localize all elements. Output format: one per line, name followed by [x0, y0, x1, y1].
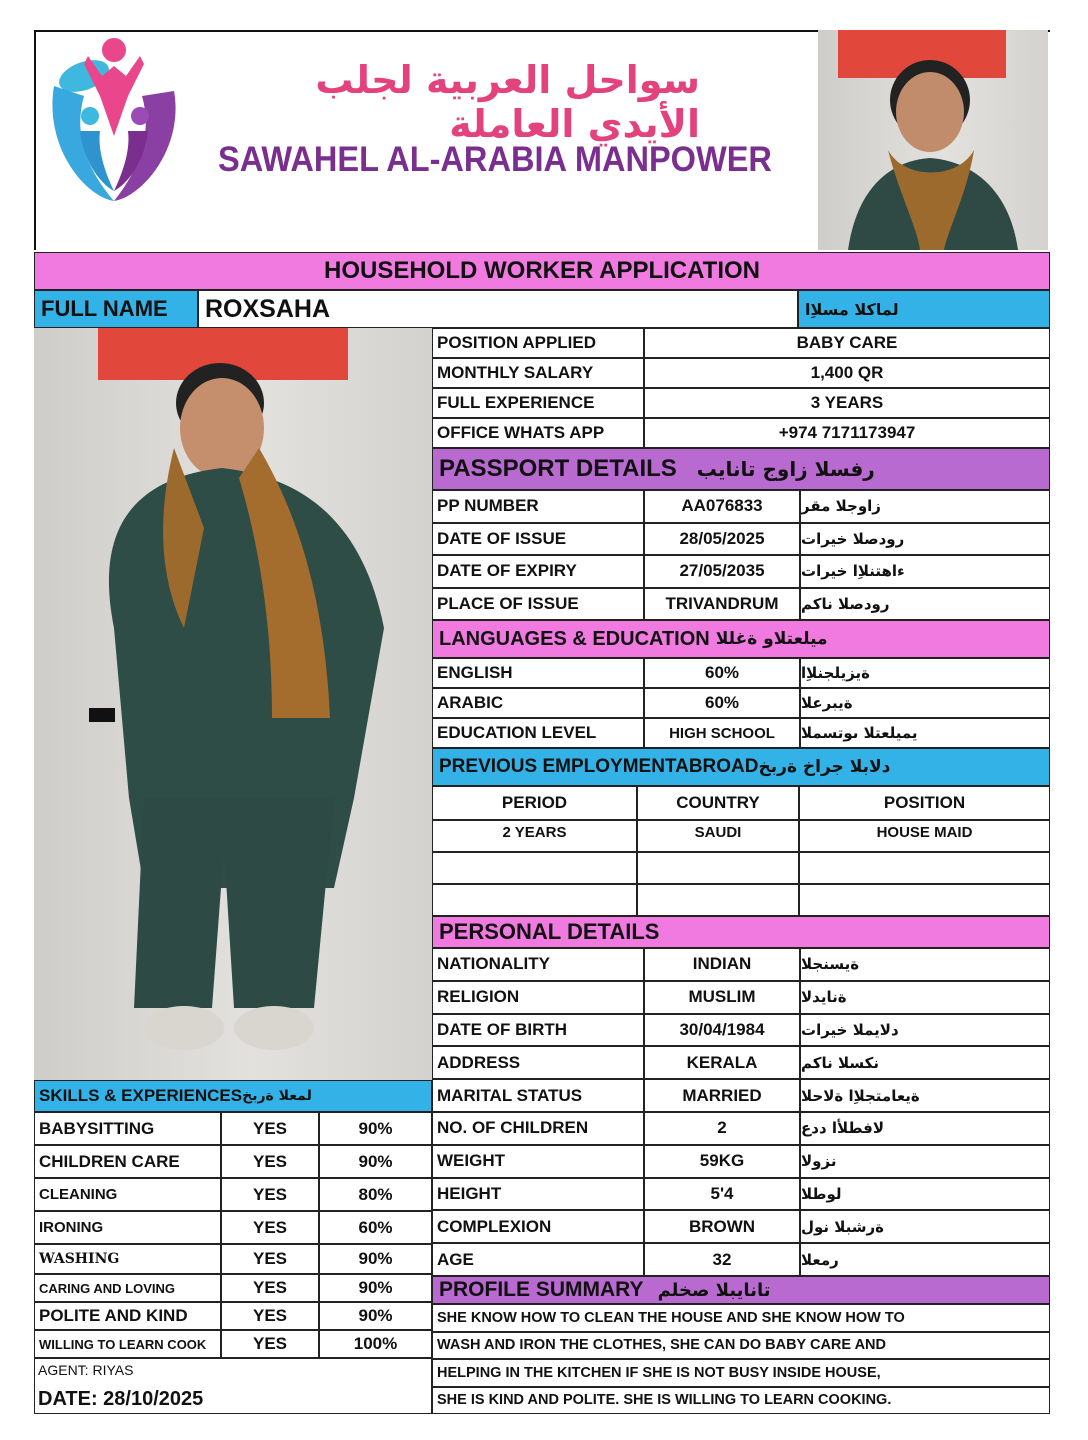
personal-value: MARRIED: [644, 1079, 800, 1112]
skill-percent: 60%: [319, 1211, 432, 1244]
passport-value: AA076833: [644, 490, 800, 523]
passport-heading: [432, 448, 1050, 490]
employment-cell: [799, 852, 1050, 884]
skill-yes: YES: [221, 1330, 319, 1358]
skills-heading-text: SKILLS & EXPERIENCES: [39, 1086, 243, 1105]
skill-yes: YES: [221, 1112, 319, 1145]
profile-line: WASH AND IRON THE CLOTHES, SHE CAN DO BABY CARE AND: [432, 1332, 1050, 1360]
passport-heading-text: PASSPORT DETAILS: [439, 455, 677, 482]
employment-cell: 2 YEARS: [432, 820, 637, 852]
skill-yes: YES: [221, 1302, 319, 1330]
passport-value: 27/05/2035: [644, 555, 800, 588]
employment-cell: [432, 852, 637, 884]
personal-value: KERALA: [644, 1046, 800, 1079]
language-label-ar: ةيزيلجنلاِا: [800, 658, 1050, 688]
passport-label-ar: زاوجلا مقر: [800, 490, 1050, 523]
personal-label-ar: نزولا: [800, 1145, 1050, 1178]
skill-yes: YES: [221, 1211, 319, 1244]
passport-value: TRIVANDRUM: [644, 588, 800, 621]
skill-yes: YES: [221, 1274, 319, 1302]
personal-label-ar: لافطلأا ددع: [800, 1112, 1050, 1145]
personal-value: BROWN: [644, 1210, 800, 1243]
passport-label-ar: ءاهتنلاِا خيرات: [800, 555, 1050, 588]
company-logo-icon: [44, 36, 184, 206]
summary-label: MONTHLY SALARY: [432, 358, 644, 388]
personal-label: NO. OF CHILDREN: [432, 1112, 644, 1145]
personal-label-ar: دلايملا خيرات: [800, 1014, 1050, 1047]
profile-line: SHE KNOW HOW TO CLEAN THE HOUSE AND SHE KNOW HOW TO: [432, 1304, 1050, 1332]
employment-cell: SAUDI: [637, 820, 799, 852]
full-name-label: FULL NAME: [34, 290, 198, 328]
passport-label: DATE OF ISSUE: [432, 523, 644, 556]
skill-percent: 80%: [319, 1178, 432, 1211]
personal-label: COMPLEXION: [432, 1210, 644, 1243]
personal-heading: PERSONAL DETAILS: [432, 916, 1050, 948]
personal-label: MARITAL STATUS: [432, 1079, 644, 1112]
personal-label: DATE OF BIRTH: [432, 1014, 644, 1047]
skill-name: CHILDREN CARE: [34, 1145, 221, 1178]
skills-heading: [34, 1080, 432, 1112]
language-value: HIGH SCHOOL: [644, 718, 800, 748]
skill-name: CARING AND LOVING: [34, 1274, 221, 1302]
agent-name: AGENT: RIYAS: [38, 1362, 134, 1378]
personal-value: 32: [644, 1243, 800, 1276]
headshot-photo: [818, 30, 1048, 250]
personal-label: ADDRESS: [432, 1046, 644, 1079]
languages-heading: [432, 620, 1050, 658]
passport-label-ar: رودصلا ناكم: [800, 588, 1050, 621]
employment-column-header: PERIOD: [432, 786, 637, 820]
skill-yes: YES: [221, 1244, 319, 1274]
employment-cell: HOUSE MAID: [799, 820, 1050, 852]
skill-percent: 90%: [319, 1244, 432, 1274]
passport-label-ar: رودصلا خيرات: [800, 523, 1050, 556]
employment-cell: [799, 884, 1050, 916]
employment-cell: [637, 884, 799, 916]
skill-yes: YES: [221, 1145, 319, 1178]
skill-percent: 100%: [319, 1330, 432, 1358]
language-label-ar: ةيبرعلا: [800, 688, 1050, 718]
passport-label: PLACE OF ISSUE: [432, 588, 644, 621]
profile-line: SHE IS KIND AND POLITE. SHE IS WILLING TO LEARN COOKING.: [432, 1387, 1050, 1415]
skill-name: CLEANING: [34, 1178, 221, 1211]
skill-name: IRONING: [34, 1211, 221, 1244]
summary-label: POSITION APPLIED: [432, 328, 644, 358]
page-title: HOUSEHOLD WORKER APPLICATION: [34, 252, 1050, 290]
passport-label: DATE OF EXPIRY: [432, 555, 644, 588]
passport-label: PP NUMBER: [432, 490, 644, 523]
employment-heading: [432, 748, 1050, 786]
personal-value: 59KG: [644, 1145, 800, 1178]
profile-heading-text: PROFILE SUMMARY: [439, 1278, 644, 1301]
profile-heading-ar: تانايبلا صخلم: [657, 1279, 771, 1301]
summary-value: +974 7171173947: [644, 418, 1050, 448]
personal-value: 30/04/1984: [644, 1014, 800, 1047]
employment-heading-text: PREVIOUS EMPLOYMENTABROAD: [439, 756, 759, 777]
employment-column-header: POSITION: [799, 786, 1050, 820]
personal-label-ar: ةنايدلا: [800, 981, 1050, 1014]
skill-percent: 90%: [319, 1112, 432, 1145]
personal-label: WEIGHT: [432, 1145, 644, 1178]
passport-heading-ar: رفسلا زاوج تانايب: [696, 457, 875, 481]
employment-heading-ar: دلابلا جراخ ةربخ: [758, 757, 891, 777]
personal-value: INDIAN: [644, 948, 800, 981]
date-text: DATE: 28/10/2025: [38, 1388, 204, 1410]
brand-english-name: SAWAHEL AL-ARABIA MANPOWER: [218, 140, 772, 179]
personal-label: NATIONALITY: [432, 948, 644, 981]
language-label: ENGLISH: [432, 658, 644, 688]
personal-label-ar: ةيسنجلا: [800, 948, 1050, 981]
skill-percent: 90%: [319, 1274, 432, 1302]
language-value: 60%: [644, 688, 800, 718]
languages-heading-text: LANGUAGES & EDUCATION: [439, 627, 710, 650]
skill-name: BABYSITTING: [34, 1112, 221, 1145]
personal-value: MUSLIM: [644, 981, 800, 1014]
summary-value: 1,400 QR: [644, 358, 1050, 388]
personal-label-ar: لوطلا: [800, 1178, 1050, 1211]
employment-column-header: COUNTRY: [637, 786, 799, 820]
skill-percent: 90%: [319, 1302, 432, 1330]
full-name-label-ar: لماكلا مسلاِا: [798, 290, 1050, 328]
full-body-photo: [34, 328, 432, 1080]
brand-arabic-name: سواحل العربية لجلب الأيدي العاملة: [315, 58, 700, 146]
full-name-value: ROXSAHA: [198, 290, 798, 328]
language-label: EDUCATION LEVEL: [432, 718, 644, 748]
personal-label-ar: ةرشبلا نول: [800, 1210, 1050, 1243]
personal-value: 5'4: [644, 1178, 800, 1211]
passport-value: 28/05/2025: [644, 523, 800, 556]
skill-yes: YES: [221, 1178, 319, 1211]
skills-heading-ar: لمعلا ةربخ: [242, 1088, 312, 1104]
personal-label: RELIGION: [432, 981, 644, 1014]
personal-label: AGE: [432, 1243, 644, 1276]
languages-heading-ar: ميلعتلاو ةغللا: [715, 629, 828, 649]
profile-line: HELPING IN THE KITCHEN IF SHE IS NOT BUSY INSIDE HOUSE,: [432, 1359, 1050, 1387]
employment-cell: [637, 852, 799, 884]
personal-label-ar: ةيعامتجلاِا ةلاحلا: [800, 1079, 1050, 1112]
summary-value: 3 YEARS: [644, 388, 1050, 418]
skill-name: WILLING TO LEARN COOK: [34, 1330, 221, 1358]
language-label-ar: يميلعتلا ىوتسملا: [800, 718, 1050, 748]
profile-heading: [432, 1276, 1050, 1304]
language-value: 60%: [644, 658, 800, 688]
summary-value: BABY CARE: [644, 328, 1050, 358]
personal-label-ar: نكسلا ناكم: [800, 1046, 1050, 1079]
header-top-rule: [34, 30, 714, 32]
personal-value: 2: [644, 1112, 800, 1145]
personal-label-ar: رمعلا: [800, 1243, 1050, 1276]
language-label: ARABIC: [432, 688, 644, 718]
employment-cell: [432, 884, 637, 916]
summary-label: FULL EXPERIENCE: [432, 388, 644, 418]
personal-label: HEIGHT: [432, 1178, 644, 1211]
skill-name: POLITE AND KIND: [34, 1302, 221, 1330]
summary-label: OFFICE WHATS APP: [432, 418, 644, 448]
skill-percent: 90%: [319, 1145, 432, 1178]
skill-name: WASHING: [34, 1244, 221, 1274]
